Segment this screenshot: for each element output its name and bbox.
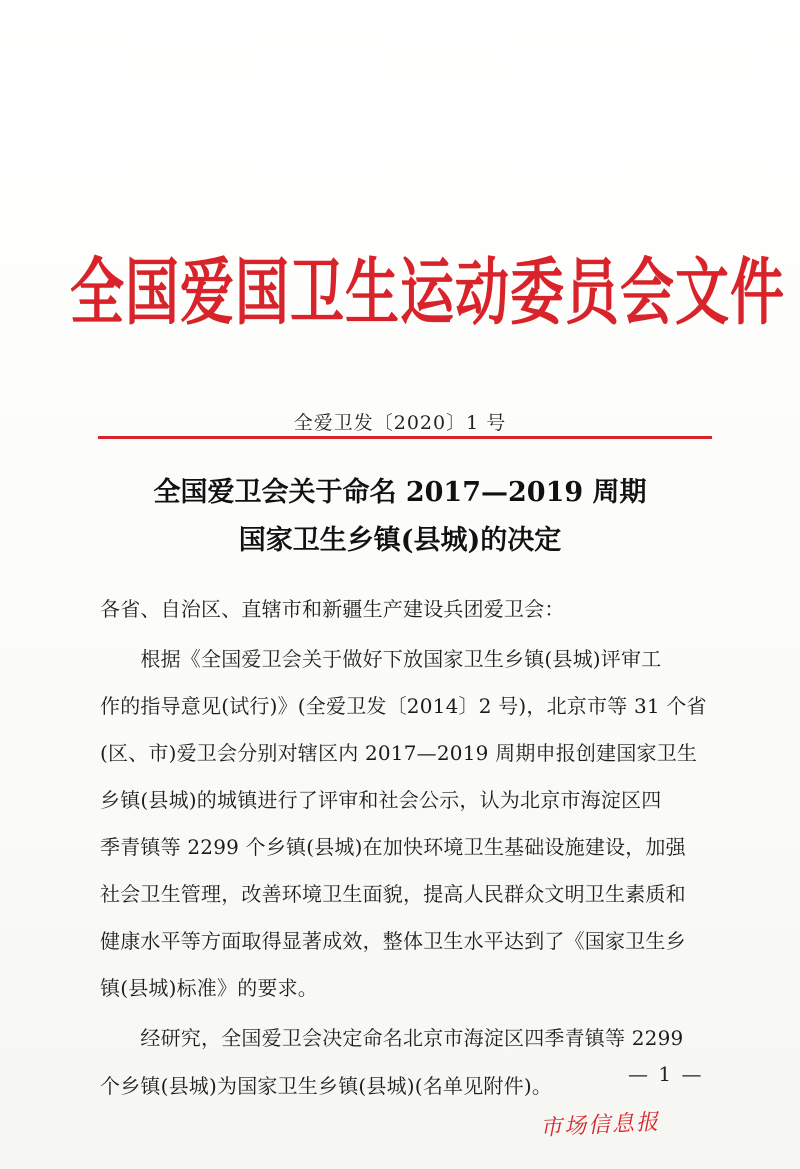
red-divider-line	[98, 436, 712, 439]
salutation-line: 各省、自治区、直辖市和新疆生产建设兵团爱卫会：	[100, 597, 565, 621]
newspaper-watermark: 市场信息报	[539, 1109, 661, 1142]
body-line: 镇(县城)标准》的要求。	[100, 976, 319, 1000]
body-line: 作的指导意见(试行)》(全爱卫发〔2014〕2 号)，北京市等 31 个省	[100, 694, 707, 718]
decision-title-line-2: 国家卫生乡镇(县城)的决定	[238, 525, 562, 556]
page-number: — 1 —	[628, 1062, 704, 1086]
document-number: 全爱卫发〔2020〕1 号	[293, 412, 507, 434]
issuer-header-title: 全国爱国卫生运动委员会文件	[70, 249, 785, 335]
body-line: 个乡镇(县城)为国家卫生乡镇(县城)(名单见附件)。	[100, 1074, 553, 1098]
body-line: 根据《全国爱卫会关于做好下放国家卫生乡镇(县城)评审工	[100, 647, 662, 671]
body-line: (区、市)爱卫会分别对辖区内 2017—2019 周期申报创建国家卫生	[100, 741, 698, 765]
body-line: 社会卫生管理，改善环境卫生面貌，提高人民群众文明卫生素质和	[100, 882, 686, 906]
body-line: 乡镇(县城)的城镇进行了评审和社会公示，认为北京市海淀区四	[100, 788, 662, 812]
body-line: 季青镇等 2299 个乡镇(县城)在加快环境卫生基础设施建设，加强	[100, 835, 686, 859]
decision-title-line-1: 全国爱卫会关于命名 2017—2019 周期	[153, 477, 647, 508]
body-line: 健康水平等方面取得显著成效，整体卫生水平达到了《国家卫生乡	[100, 929, 686, 953]
body-line: 经研究，全国爱卫会决定命名北京市海淀区四季青镇等 2299	[100, 1026, 684, 1050]
